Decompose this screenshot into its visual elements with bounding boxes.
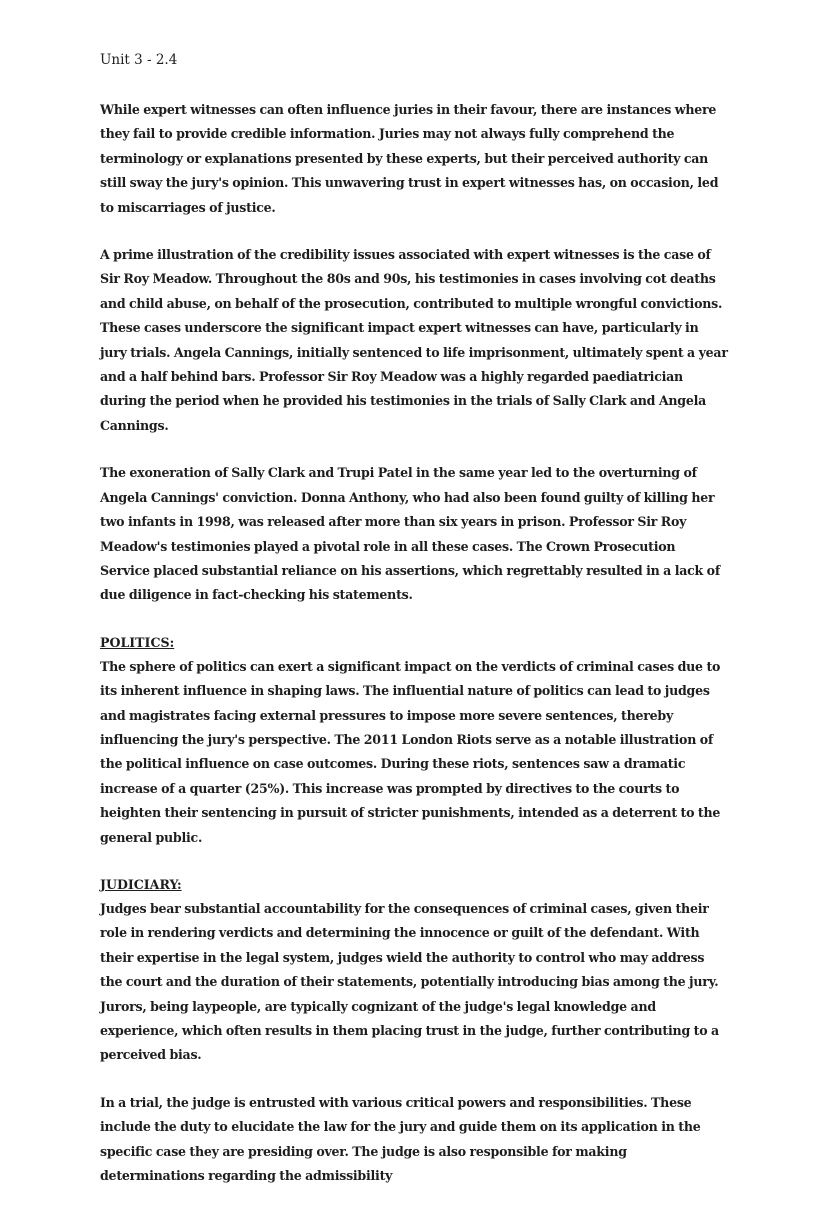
section-judiciary — [100, 873, 728, 1188]
paragraph-expert-witnesses: While expert witnesses can often influence juries in their favour, there are instances where they fail to provide credible information. Juries may not always fully comprehend the terminology or explanations presented by these experts, but their perceived authority can still sway the jury's opinion. This unwavering trust in expert witnesses has, on occasion, led to miscarriages of justice. — [100, 102, 719, 215]
section-heading-politics: POLITICS: — [100, 634, 175, 650]
section-heading-judiciary: JUDICIARY: — [100, 876, 182, 892]
paragraph-sir-roy-meadow: A prime illustration of the credibility issues associated with expert witnesses is the case of Sir Roy Meadow. Throughout the 80s and 90s, his testimonies in cases involving cot deaths and child abuse, on behalf of the prosecution, contributed to multiple wrongful convictions. These cases underscore the significant impact expert witnesses can have, particularly in jury trials. Angela Cannings, initially sentenced to life imprisonment, ultimately spent a year and a half behind bars. Professor Sir Roy Meadow was a highly regarded paediatrician during the period when he provided his testimonies in the trials of Sally Clark and Angela Cannings. — [100, 247, 728, 433]
paragraph-politics: The sphere of politics can exert a significant impact on the verdicts of criminal cases due to its inherent influence in shaping laws. The influential nature of politics can lead to judges and magistrates facing external pressures to impose more severe sentences, thereby influencing the jury's perspective. The 2011 London Riots serve as a notable illustration of the political influence on case outcomes. During these riots, sentences saw a dramatic increase of a quarter (25%). This increase was prompted by directives to the courts to heighten their sentencing in pursuit of stricter punishments, intended as a deterrent to the general public. — [100, 658, 721, 845]
section-politics — [100, 631, 728, 850]
paragraph-exoneration: The exoneration of Sally Clark and Trupi Patel in the same year led to the overturning of Angela Cannings' conviction. Donna Anthony, who had also been found guilty of killing her two infants in 1998, was released after more than six years in prison. Professor Sir Roy Meadow's testimonies played a pivotal role in all these cases. The Crown Prosecution Service placed substantial reliance on his assertions, which regrettably resulted in a lack of due diligence in fact-checking his statements. — [100, 465, 720, 603]
document-page — [100, 50, 728, 1211]
paragraph-judge-powers: In a trial, the judge is entrusted with various critical powers and responsibilities. These include the duty to elucidate the law for the jury and guide them on its application in the specific case they are presiding over. The judge is also responsible for making determinations regarding the admissibility — [100, 1094, 701, 1184]
page-header: Unit 3 - 2.4 — [100, 52, 178, 68]
paragraph-judiciary: Judges bear substantial accountability for the consequences of criminal cases, given their role in rendering verdicts and determining the innocence or guilt of the defendant. With their expertise in the legal system, judges wield the authority to control who may address the court and the duration of their statements, potentially introducing bias among the jury. Jurors, being laypeople, are typically cognizant of the judge's legal knowledge and experience, which often results in them placing trust in the judge, further contributing to a perceived bias. — [100, 900, 719, 1063]
